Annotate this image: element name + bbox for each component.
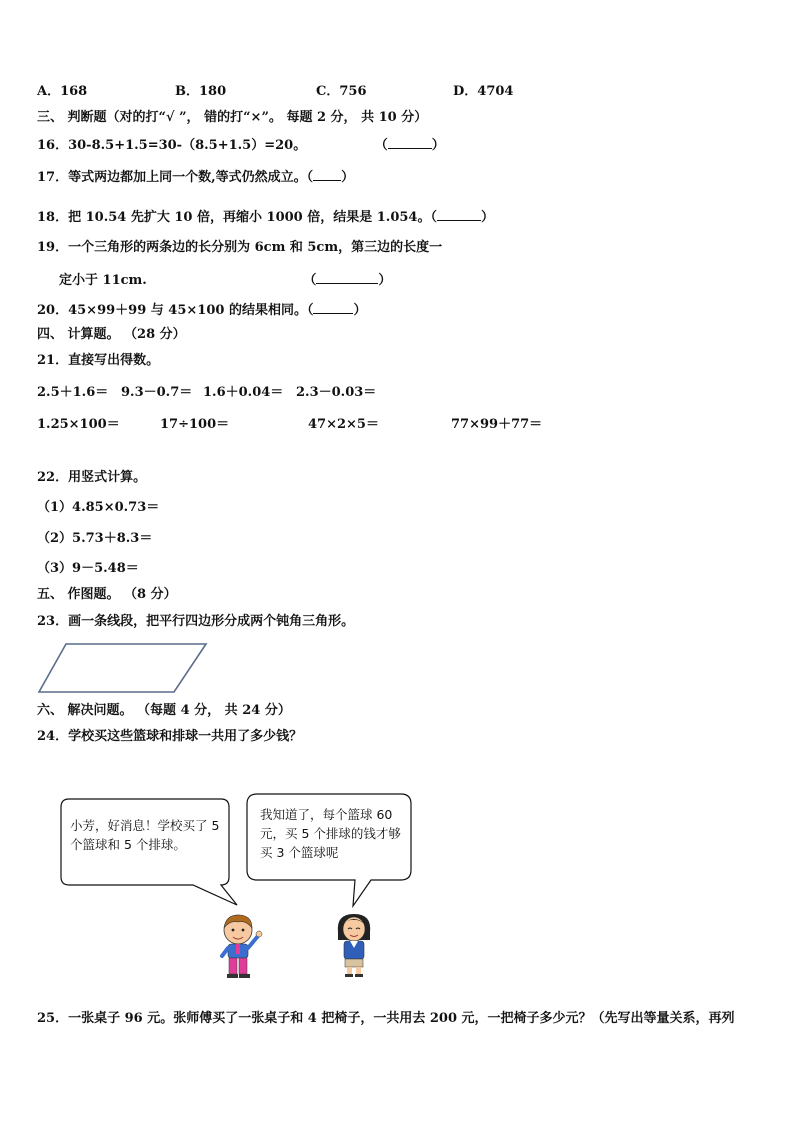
- section-4-title: 四、 计算题。 （28 分）: [37, 327, 186, 342]
- option-c: C．756: [316, 84, 367, 99]
- calc-item: 77×99＋77＝: [451, 417, 543, 432]
- calc-item: 2.3－0.03＝: [296, 385, 377, 400]
- answer-blank-19[interactable]: [316, 271, 378, 284]
- question-22-title: 22．用竖式计算。: [37, 470, 147, 485]
- option-b: B．180: [175, 84, 227, 99]
- girl-character: [332, 910, 376, 978]
- answer-blank-17[interactable]: [313, 168, 341, 181]
- boy-character: [218, 910, 268, 982]
- calc-item: 1.25×100＝: [37, 417, 120, 432]
- question-19-line2: 定小于 11cm. （ ）: [59, 273, 392, 288]
- question-19-line1: 19．一个三角形的两条边的长分别为 6cm 和 5cm，第三边的长度一: [37, 240, 443, 255]
- parallelogram-figure[interactable]: [36, 642, 216, 702]
- calc-item: 1.6＋0.04＝: [203, 385, 284, 400]
- calc-item: 17÷100＝: [160, 417, 230, 432]
- answer-blank-18[interactable]: [437, 208, 481, 221]
- question-18-text: 18．把 10.54 先扩大 10 倍，再缩小 1000 倍，结果是 1.054。（: [37, 210, 437, 225]
- option-d: D．4704: [453, 84, 514, 99]
- vertical-calc-item: （3）9－5.48＝: [37, 561, 139, 576]
- question-25: 25．一张桌子 96 元。张师傅买了一张桌子和 4 把椅子，一共用去 200 元，一把椅子多少元？（先写出等量关系，再列: [37, 1011, 735, 1026]
- section-6-title: 六、 解决问题。 （每题 4 分， 共 24 分）: [37, 703, 291, 718]
- question-20: 20．45×99＋99 与 45×100 的结果相同。（ ）: [37, 303, 367, 318]
- calc-item: 47×2×5＝: [308, 417, 379, 432]
- question-23: 23．画一条线段，把平行四边形分成两个钝角三角形。: [37, 614, 355, 629]
- vertical-calc-item: （2）5.73＋8.3＝: [37, 531, 153, 546]
- question-21-title: 21．直接写出得数。: [37, 353, 160, 368]
- option-a: A．168: [37, 84, 88, 99]
- question-20-text: 20．45×99＋99 与 45×100 的结果相同。（: [37, 303, 314, 318]
- section-3-title: 三、 判断题（对的打“√ ”， 错的打“×”。 每题 2 分， 共 10 分）: [37, 110, 428, 125]
- question-18: 18．把 10.54 先扩大 10 倍，再缩小 1000 倍，结果是 1.054。（ ）: [37, 210, 494, 225]
- answer-blank-16[interactable]: [388, 136, 432, 149]
- vertical-calc-item: （1）4.85×0.73＝: [37, 500, 160, 515]
- question-24: 24．学校买这些篮球和排球一共用了多少钱？: [37, 729, 303, 744]
- speech-bubble-left: [55, 797, 255, 915]
- calc-item: 9.3－0.7＝: [121, 385, 193, 400]
- section-5-title: 五、 作图题。 （8 分）: [37, 587, 177, 602]
- calc-item: 2.5＋1.6＝: [37, 385, 109, 400]
- question-16-text: 16．30-8.5+1.5=30-（8.5+1.5）=20。: [37, 138, 307, 153]
- answer-blank-20[interactable]: [313, 301, 353, 314]
- question-17-text: 17．等式两边都加上同一个数,等式仍然成立。（: [37, 170, 314, 185]
- bubble-right-text: 我知道了，每个篮球 60 元，买 5 个排球的钱才够买 3 个篮球呢: [260, 807, 401, 860]
- question-17: 17．等式两边都加上同一个数,等式仍然成立。（ ）: [37, 170, 355, 185]
- question-16: 16．30-8.5+1.5=30-（8.5+1.5）=20。 （ ）: [37, 138, 445, 153]
- bubble-left-text: 小芳，好消息！学校买了 5 个篮球和 5 个排球。: [70, 818, 220, 852]
